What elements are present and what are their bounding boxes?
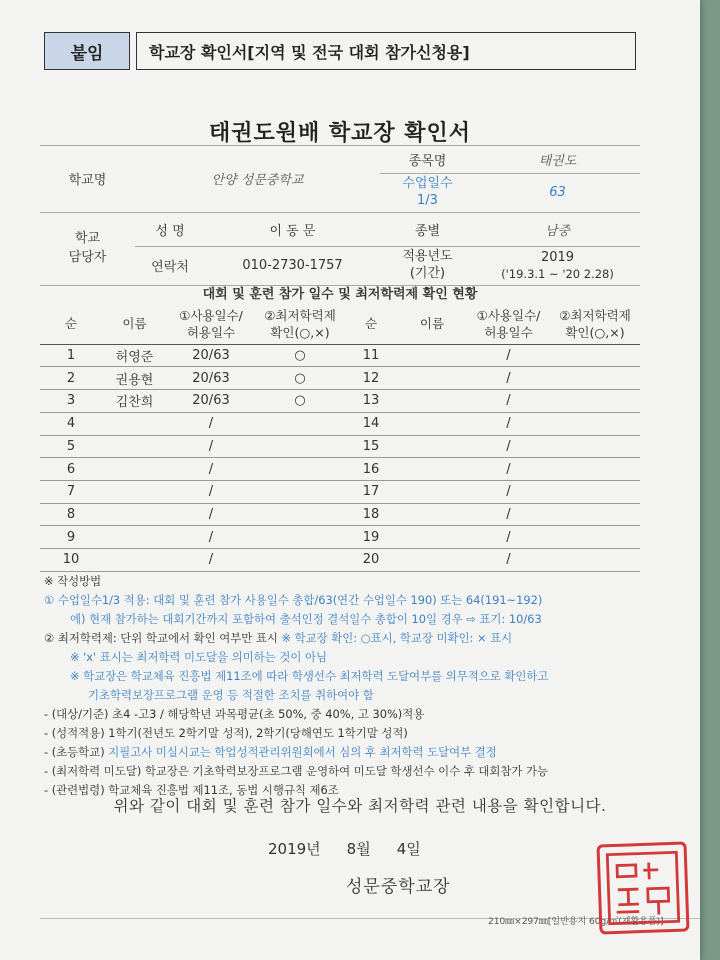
date-year: 2019년 bbox=[268, 840, 321, 858]
col-no: 순 bbox=[40, 306, 102, 344]
table-row bbox=[40, 390, 640, 413]
table-row bbox=[40, 503, 640, 526]
table-row bbox=[40, 526, 640, 549]
athlete-name bbox=[102, 548, 167, 571]
used-days-2: / bbox=[467, 548, 550, 571]
row-number-2: 18 bbox=[345, 503, 397, 526]
document-header-title: 학교장 확인서[지역 및 전국 대회 참가신청용] bbox=[136, 32, 636, 70]
min-academic-check-2 bbox=[550, 412, 640, 435]
gender-value: 남중 bbox=[475, 212, 640, 246]
sport-label: 종목명 bbox=[380, 146, 475, 174]
row-number: 6 bbox=[40, 458, 102, 481]
note-5a: - (초등학교) bbox=[44, 745, 109, 759]
year-cell bbox=[475, 246, 640, 285]
note-5-line bbox=[44, 743, 664, 762]
row-number-2: 11 bbox=[345, 344, 397, 367]
note-6: - (최저학력 미도달) 학교장은 기초학력보장프로그램 운영하여 미도달 학생선수 이수 후 대회참가 가능 bbox=[44, 764, 548, 778]
principal-signature: 성문중학교장 bbox=[346, 877, 451, 897]
row-number: 10 bbox=[40, 548, 102, 571]
note-2-line bbox=[44, 629, 664, 648]
notes-heading: ※ 작성방법 bbox=[44, 574, 102, 588]
min-academic-check bbox=[255, 480, 345, 503]
table-row bbox=[40, 480, 640, 503]
used-days-2: / bbox=[467, 367, 550, 390]
table-row bbox=[40, 367, 640, 390]
col-name-2: 이름 bbox=[397, 306, 467, 344]
athlete-name-2 bbox=[397, 344, 467, 367]
certificate-title: 태권도원배 학교장 확인서 bbox=[208, 121, 472, 146]
confirmation-statement: 위와 같이 대회 및 훈련 참가 일수와 최저학력 관련 내용을 확인합니다. bbox=[113, 797, 607, 815]
contact-label: 학교 담당자 bbox=[40, 212, 135, 285]
year-value: 2019 bbox=[540, 249, 575, 265]
used-days: / bbox=[167, 435, 255, 458]
row-number-2: 13 bbox=[345, 390, 397, 413]
min-academic-check-2 bbox=[550, 344, 640, 367]
used-days: / bbox=[167, 503, 255, 526]
table-row bbox=[40, 412, 640, 435]
note-4: - (성적적용) 1학기(전년도 2학기말 성적), 2학기(당해연도 1학기말 성적) bbox=[44, 726, 408, 740]
status-subtitle: 대회 및 훈련 참가 일수 및 최저학력제 확인 현황 bbox=[202, 287, 478, 302]
min-academic-check-2 bbox=[550, 480, 640, 503]
athlete-name: 김찬희 bbox=[102, 390, 167, 413]
name-label: 성 명 bbox=[135, 212, 205, 246]
col-min-academic: ②최저학력제 확인(○,×) bbox=[255, 306, 345, 344]
row-number-2: 15 bbox=[345, 435, 397, 458]
used-days: / bbox=[167, 480, 255, 503]
athlete-name bbox=[102, 480, 167, 503]
document-header bbox=[44, 32, 636, 70]
min-academic-check: ○ bbox=[255, 390, 345, 413]
athlete-name-2 bbox=[397, 367, 467, 390]
official-seal-icon bbox=[596, 841, 689, 934]
athlete-name-2 bbox=[397, 480, 467, 503]
row-number: 8 bbox=[40, 503, 102, 526]
min-academic-check bbox=[255, 412, 345, 435]
min-academic-check-2 bbox=[550, 435, 640, 458]
used-days: / bbox=[167, 412, 255, 435]
school-name-value: 안양 성문중학교 bbox=[135, 146, 380, 213]
col-used-days-2: ①사용일수/ 허용일수 bbox=[467, 306, 550, 344]
row-number-2: 16 bbox=[345, 458, 397, 481]
athlete-name-2 bbox=[397, 458, 467, 481]
used-days: 20/63 bbox=[167, 344, 255, 367]
phone-label: 연락처 bbox=[135, 246, 205, 285]
min-academic-check bbox=[255, 503, 345, 526]
min-academic-check: ○ bbox=[255, 367, 345, 390]
row-number: 3 bbox=[40, 390, 102, 413]
row-number: 2 bbox=[40, 367, 102, 390]
min-academic-check bbox=[255, 548, 345, 571]
note-2a: ② 최저학력제: 단위 학교에서 확인 여부만 표시 bbox=[44, 631, 278, 645]
table-row bbox=[40, 344, 640, 367]
row-number-2: 14 bbox=[345, 412, 397, 435]
min-academic-check bbox=[255, 458, 345, 481]
used-days: / bbox=[167, 458, 255, 481]
athlete-name-2 bbox=[397, 503, 467, 526]
table-row bbox=[40, 458, 640, 481]
note-7: - (관련법령) 학교체육 진흥법 제11조, 동법 시행규칙 제6조 bbox=[44, 783, 339, 797]
note-2b: ※ 학교장 확인: ○표시, 학교장 미확인: × 표시 bbox=[277, 631, 513, 645]
min-academic-check bbox=[255, 435, 345, 458]
athlete-name: 허영준 bbox=[102, 344, 167, 367]
note-1b: 에) 현재 참가하는 대회기간까지 포함하여 출석인정 결석일수 총합이 10일 경우 ⇨ 표기: 10/63 bbox=[70, 612, 542, 626]
athlete-name bbox=[102, 526, 167, 549]
athlete-name bbox=[102, 412, 167, 435]
used-days-2: / bbox=[467, 503, 550, 526]
min-academic-check-2 bbox=[550, 526, 640, 549]
athlete-name-2 bbox=[397, 390, 467, 413]
year-range: ('19.3.1 ~ '20 2.28) bbox=[501, 266, 614, 281]
sport-value: 태권도 bbox=[475, 146, 640, 174]
min-academic-check-2 bbox=[550, 503, 640, 526]
athlete-name bbox=[102, 435, 167, 458]
used-days: 20/63 bbox=[167, 390, 255, 413]
min-academic-check-2 bbox=[550, 458, 640, 481]
athlete-status-table bbox=[40, 306, 640, 572]
used-days-2: / bbox=[467, 344, 550, 367]
athlete-name-2 bbox=[397, 412, 467, 435]
used-days-2: / bbox=[467, 458, 550, 481]
paper-size-note: 210㎜×297㎜[일반용지 60g/㎡(재활용품)] bbox=[488, 917, 664, 927]
note-2c: ※ 'x' 표시는 최저학력 미도달을 의미하는 것이 아님 bbox=[70, 650, 327, 664]
class-days-value: 63 bbox=[475, 174, 640, 213]
row-number-2: 20 bbox=[345, 548, 397, 571]
athlete-name bbox=[102, 503, 167, 526]
col-used-days: ①사용일수/ 허용일수 bbox=[167, 306, 255, 344]
note-2e: 기초학력보장프로그램 운영 등 적절한 조치를 취하여야 함 bbox=[88, 688, 374, 702]
row-number: 9 bbox=[40, 526, 102, 549]
row-number-2: 19 bbox=[345, 526, 397, 549]
used-days-2: / bbox=[467, 480, 550, 503]
row-number: 5 bbox=[40, 435, 102, 458]
used-days: / bbox=[167, 548, 255, 571]
used-days-2: / bbox=[467, 435, 550, 458]
used-days: 20/63 bbox=[167, 367, 255, 390]
row-number: 4 bbox=[40, 412, 102, 435]
athlete-rows bbox=[40, 344, 640, 571]
col-min-academic-2: ②최저학력제 확인(○,×) bbox=[550, 306, 640, 344]
used-days-2: / bbox=[467, 412, 550, 435]
date-day: 4일 bbox=[396, 840, 421, 858]
athlete-name-2 bbox=[397, 548, 467, 571]
used-days: / bbox=[167, 526, 255, 549]
class-days-label: 수업일수 1/3 bbox=[380, 174, 475, 213]
school-info-table bbox=[40, 145, 640, 286]
min-academic-check-2 bbox=[550, 367, 640, 390]
date-month: 8월 bbox=[346, 840, 371, 858]
row-number: 1 bbox=[40, 344, 102, 367]
min-academic-check-2 bbox=[550, 390, 640, 413]
athlete-name bbox=[102, 458, 167, 481]
table-row bbox=[40, 435, 640, 458]
note-5b: 지필고사 미실시교는 학업성적관리위원회에서 심의 후 최저학력 도달여부 결정 bbox=[108, 745, 497, 759]
athlete-name-2 bbox=[397, 435, 467, 458]
attachment-tag: 붙임 bbox=[44, 32, 130, 70]
row-number: 7 bbox=[40, 480, 102, 503]
col-no-2: 순 bbox=[345, 306, 397, 344]
col-name: 이름 bbox=[102, 306, 167, 344]
used-days-2: / bbox=[467, 526, 550, 549]
phone-value: 010-2730-1757 bbox=[205, 246, 380, 285]
note-2d: ※ 학교장은 학교체육 진흥법 제11조에 따라 학생선수 최저학력 도달여부를 의무적으로 확인하고 bbox=[70, 669, 549, 683]
gender-label: 종별 bbox=[380, 212, 475, 246]
note-1a: ① 수업일수1/3 적용: 대회 및 훈련 참가 사용일수 총합/63(연간 수업일수 190) 또는 64(191~192) bbox=[44, 593, 543, 607]
year-label: 적용년도 (기간) bbox=[380, 246, 475, 285]
min-academic-check bbox=[255, 526, 345, 549]
school-name-label: 학교명 bbox=[40, 146, 135, 213]
signature-date bbox=[268, 838, 421, 859]
seal-graphic bbox=[600, 845, 687, 932]
name-value: 이 동 문 bbox=[205, 212, 380, 246]
table-row bbox=[40, 548, 640, 571]
row-number-2: 17 bbox=[345, 480, 397, 503]
min-academic-check: ○ bbox=[255, 344, 345, 367]
note-3: - (대상/기준) 초4 -고3 / 해당학년 과목평균(초 50%, 중 40%, 고 30%)적용 bbox=[44, 707, 425, 721]
min-academic-check-2 bbox=[550, 548, 640, 571]
athlete-name-2 bbox=[397, 526, 467, 549]
row-number-2: 12 bbox=[345, 367, 397, 390]
athlete-name: 권용현 bbox=[102, 367, 167, 390]
instructions bbox=[44, 572, 664, 800]
used-days-2: / bbox=[467, 390, 550, 413]
